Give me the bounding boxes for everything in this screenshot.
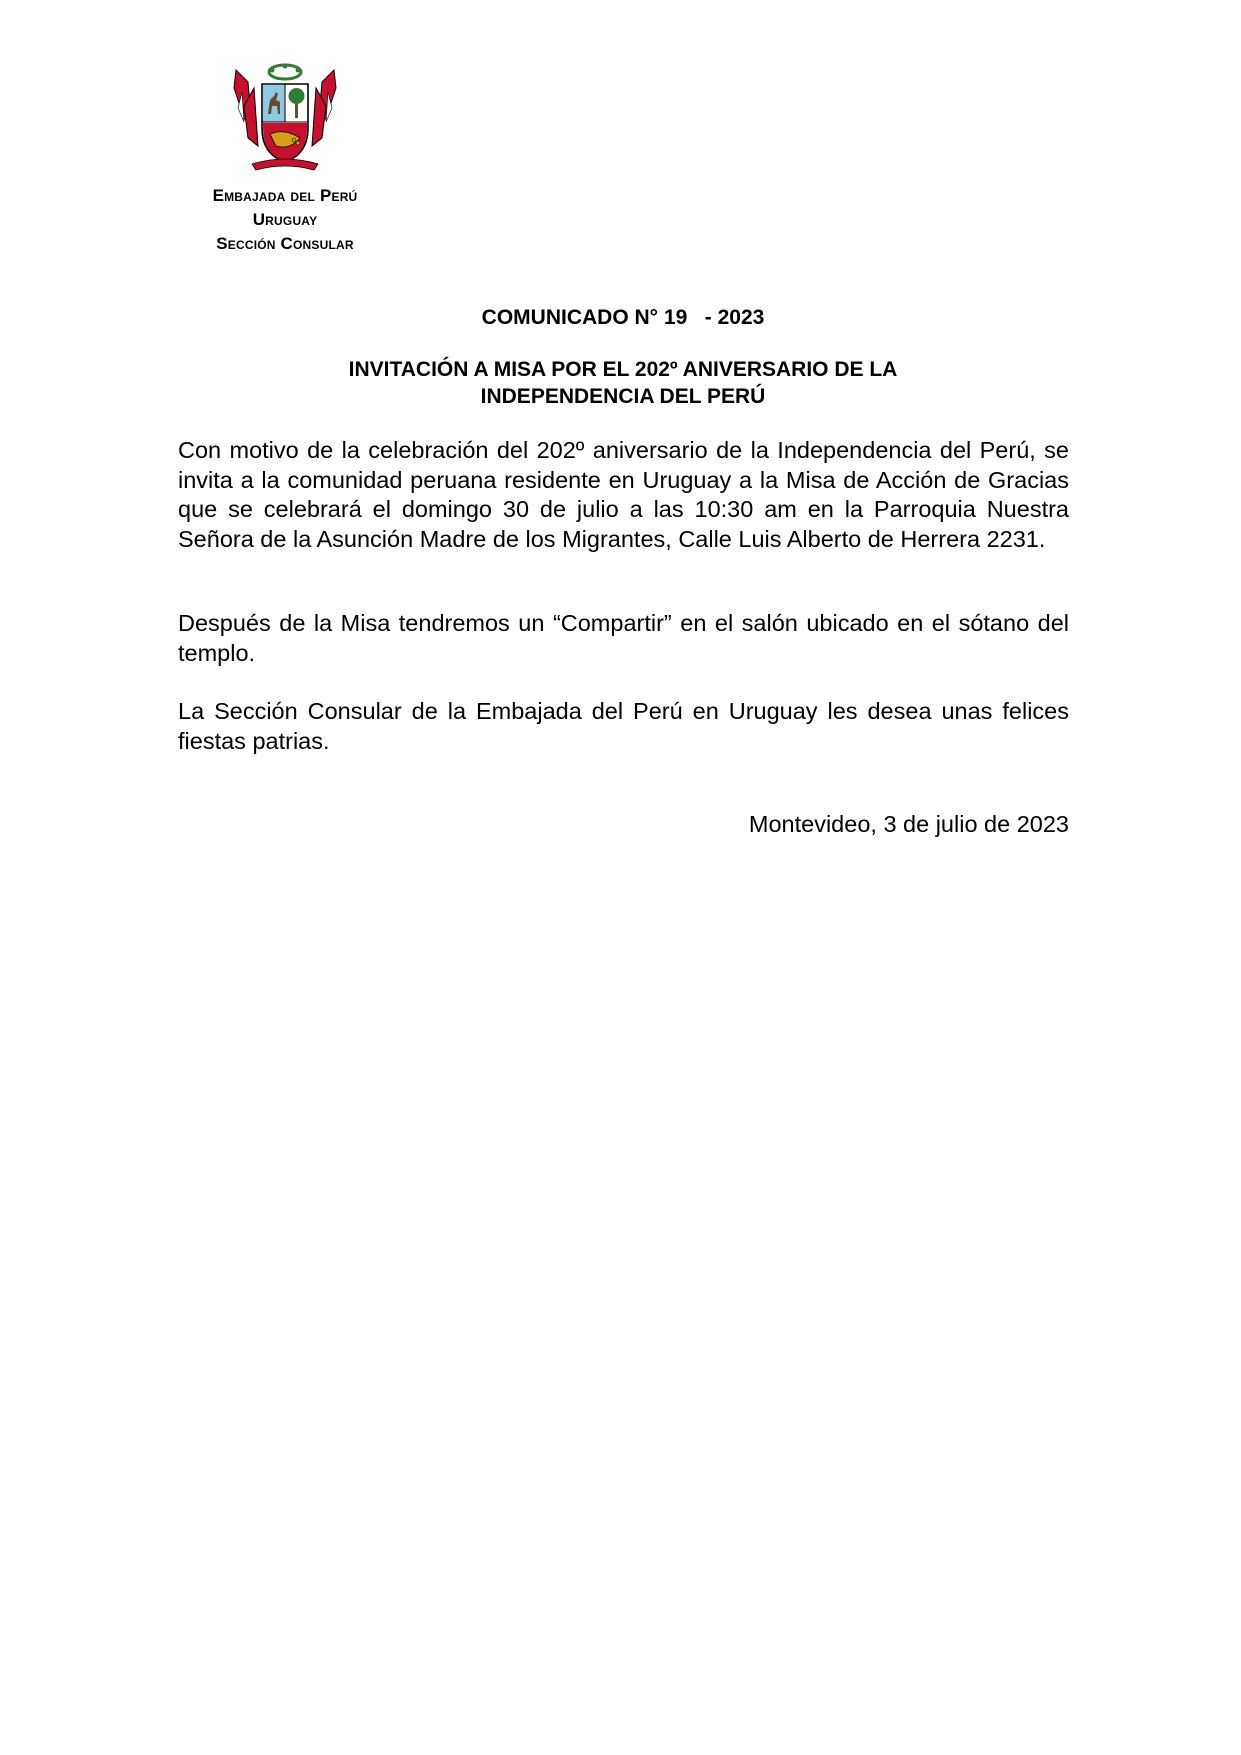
consular-section: Sección Consular [216, 234, 354, 253]
document-title [178, 356, 1068, 410]
embassy-country: Uruguay [252, 210, 318, 229]
paragraph-compartir: Después de la Misa tendremos un “Compartir” en el salón ubicado en el sótano del templo. [178, 610, 1069, 666]
letterhead [160, 58, 410, 256]
paragraph-greeting: La Sección Consular de la Embajada del Perú en Uruguay les desea unas felices fiestas patrias. [178, 698, 1069, 754]
document-title-line-2: INDEPENDENCIA DEL PERÚ [480, 385, 766, 408]
comunicado-number: COMUNICADO N° 19 - 2023 [481, 306, 765, 329]
embassy-name: Embajada del Perú [212, 186, 358, 205]
place-and-date: Montevideo, 3 de julio de 2023 [748, 811, 1069, 837]
document-title-line-1: INVITACIÓN A MISA POR EL 202º ANIVERSARIO DE LA [348, 358, 898, 381]
paragraph-invitation: Con motivo de la celebración del 202º aniversario de la Independencia del Perú, se invita a la comunidad peruana residente en Uruguay a la Misa de Acción de Gracias que se celebrará el domingo 30 de julio a las 10:30 am en la Parroquia Nuestra Señora de la Asunción Madre de los Migrantes, Calle Luis Alberto de Herrera 2231. [178, 437, 1069, 552]
peru-coat-of-arms-icon [230, 58, 340, 176]
